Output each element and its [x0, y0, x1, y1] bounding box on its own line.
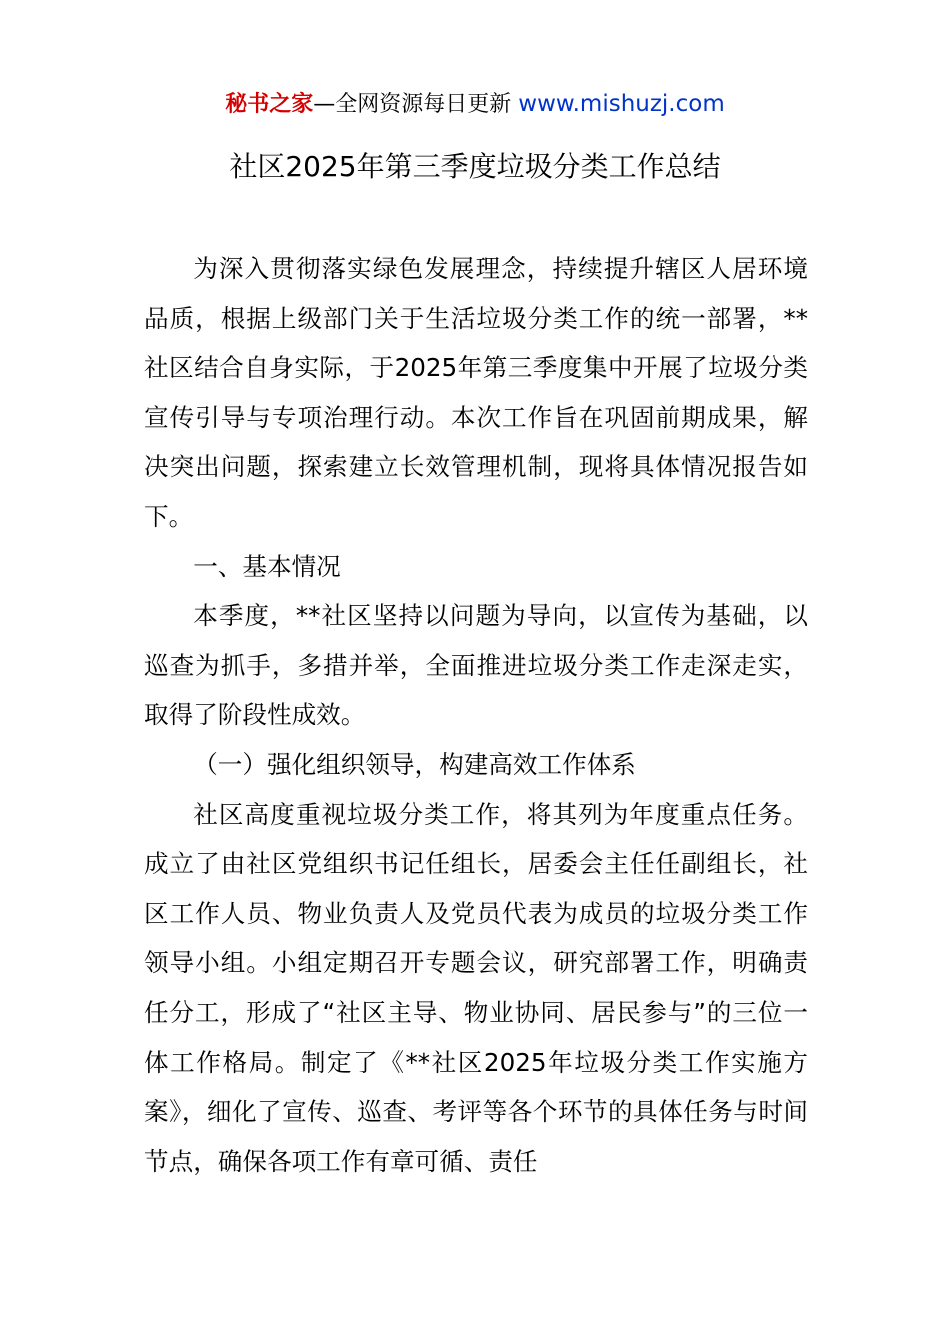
section-heading-basic-situation: 一、基本情况: [193, 551, 341, 581]
intro-paragraph: 为深入贯彻落实绿色发展理念，持续提升辖区人居环境品质，根据上级部门关于生活垃圾分类工作的统一部署，**社区结合自身实际，于2025年第三季度集中开展了垃圾分类宣传引导与专项治理行动。本次工作旨在巩固前期成果，解决突出问题，探索建立长效管理机制，现将具体情况报告如下。: [144, 254, 808, 531]
subsection-paragraph-organization: 社区高度重视垃圾分类工作，将其列为年度重点任务。成立了由社区党组织书记任组长，居委会主任任副组长，社区工作人员、物业负责人及党员代表为成员的垃圾分类工作领导小组。小组定期召开专题会议，研究部署工作，明确责任分工，形成了“社区主导、物业协同、居民参与”的三位一体工作格局。制定了《**社区2025年垃圾分类工作实施方案》，细化了宣传、巡查、考评等各个环节的具体任务与时间节点，确保各项工作有章可循、责任: [144, 799, 808, 1176]
site-header: [0, 86, 950, 123]
document-title: 社区2025年第三季度垃圾分类工作总结: [229, 150, 721, 183]
subsection-heading-organization: （一）强化组织领导，构建高效工作体系: [193, 749, 636, 779]
site-url-link[interactable]: www.mishuzj.com: [518, 91, 725, 117]
section-paragraph-basic-situation: 本季度，**社区坚持以问题为导向，以宣传为基础，以巡查为抓手，多措并举，全面推进垃圾分类工作走深走实，取得了阶段性成效。: [144, 601, 808, 730]
site-brand: 秘书之家: [225, 92, 314, 117]
document-body: [144, 244, 808, 1186]
site-tagline: —全网资源每日更新: [313, 92, 512, 117]
